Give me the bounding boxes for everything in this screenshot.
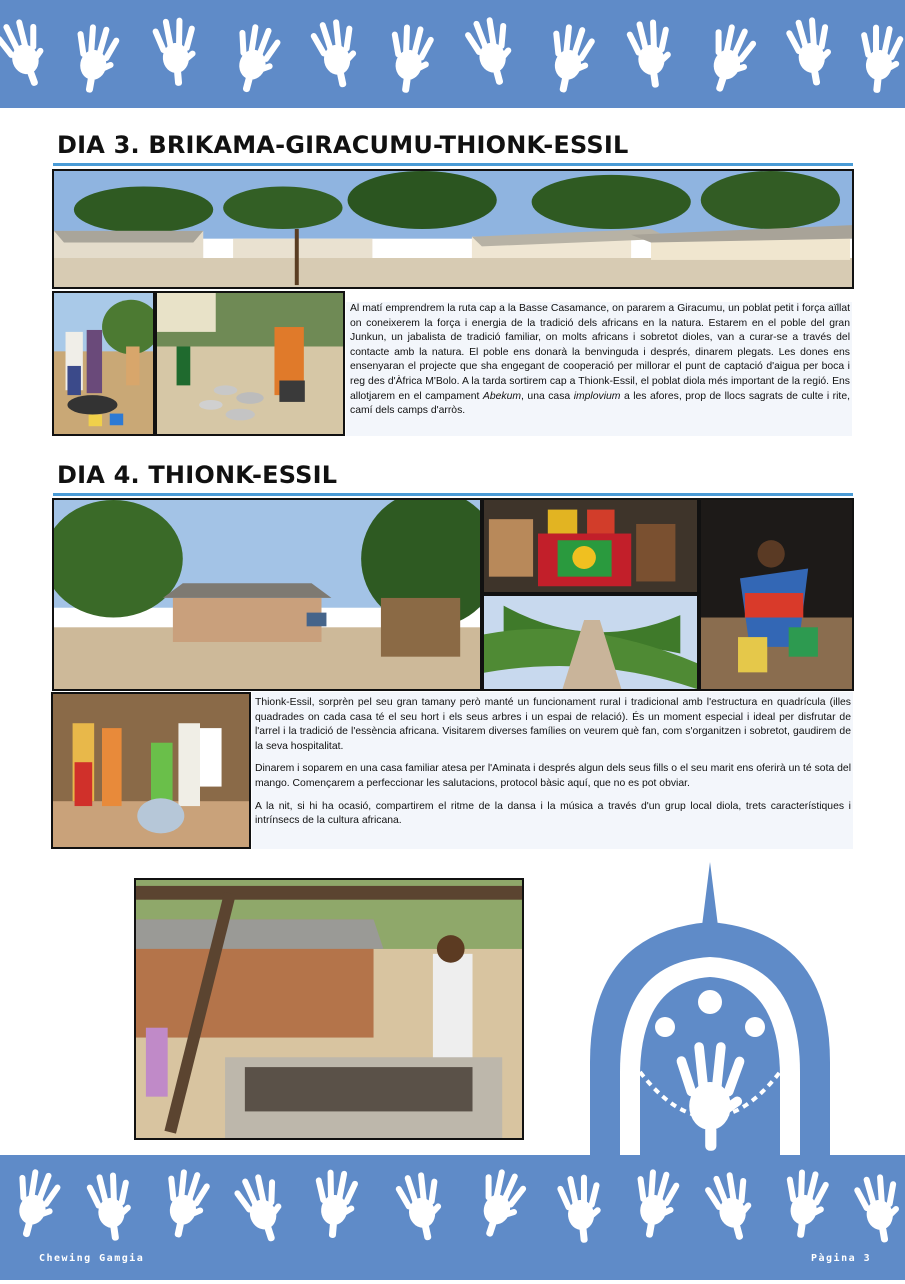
village-panorama-photo	[52, 169, 854, 289]
page-number: Pàgina 3	[811, 1253, 872, 1264]
day3-text-a: Al matí emprendrem la ruta cap a la Basse Casamance, on pararem a Giracumu, un poblat petit i força aïllat on coneixerem la força i energia de la tradició dels africans en la natura. Estarem en el poble del gran Junkun, un jabalista de tradició familiar, on molts africans i sobretot dioles, van a curar-se a través del contacte amb la natura. El poble ens donarà la benvinguda i després, dinarem plegats. Les dones ens ensenyaran el projecte que sha engegant de cooperació per millorar el punt de captació d'aigua per boca i reg des d'Àfrica M'Bolo. A la tarda sortirem cap a Thionk-Essil, el poblat diola més important de la regió. Ens allotjarem en el campament	[350, 303, 850, 402]
house-type: implovium	[573, 390, 621, 402]
hand-prints-pattern	[0, 0, 905, 108]
day3-text-b: , una casa	[521, 390, 574, 402]
water-well-photo	[134, 878, 524, 1140]
drums-photo	[482, 498, 699, 594]
day4-heading: DIA 4. THIONK-ESSIL	[57, 461, 338, 489]
day4-description	[252, 692, 853, 849]
day4-paragraph-2: Dinarem i soparem en una casa familiar atesa per l'Aminata i després algun dels seus fills o el seu marit ens oferirà un té sota del mango. Començarem a perfeccionar les salutacions, protocol bàsic aquí, que no es pot obviar.	[255, 763, 851, 789]
day3-divider	[53, 163, 853, 166]
mural-dome-graphic	[570, 862, 850, 1162]
day4-paragraph-1: Thionk-Essil, sorprèn pel seu gran tamany però manté un funcionament rural i tradicional amb l'estructura en quadrícula (illes quadrades on cada casa té el seu hort i els seus arbres i un espai de relació). És un moment especial i ideal per disfrutar de l'arrel i la tradició de l'essència africana. Visitarem diverses famílies on veurem què fan, com s'organitzen i sobretot, gaudirem de la seva hospitalitat.	[255, 697, 851, 752]
camp-name: Abekum	[482, 390, 522, 402]
day3-text-c: a les afores, prop de llocs sagrats de culte i rite, camí dels camps d'arròs.	[350, 390, 850, 417]
cooking-pots-photo	[155, 291, 345, 436]
day4-paragraph-3: A la nit, si hi ha ocasió, compartirem el ritme de la dansa i la música a través d'un grup local diola, trets característiques i intrínsecs de la cultura africana.	[255, 800, 851, 827]
footer-left: Chewing Gamgia	[39, 1253, 145, 1264]
villagers-photo	[52, 291, 155, 436]
day4-divider	[53, 493, 853, 496]
day3-description	[346, 302, 852, 436]
palm-tree-photo	[482, 594, 699, 691]
family-photo	[51, 692, 251, 849]
top-hands-banner	[0, 0, 905, 108]
night-dance-photo	[699, 498, 854, 691]
thionk-street-photo	[52, 498, 482, 691]
day3-heading: DIA 3. BRIKAMA-GIRACUMU-THIONK-ESSIL	[57, 131, 629, 159]
